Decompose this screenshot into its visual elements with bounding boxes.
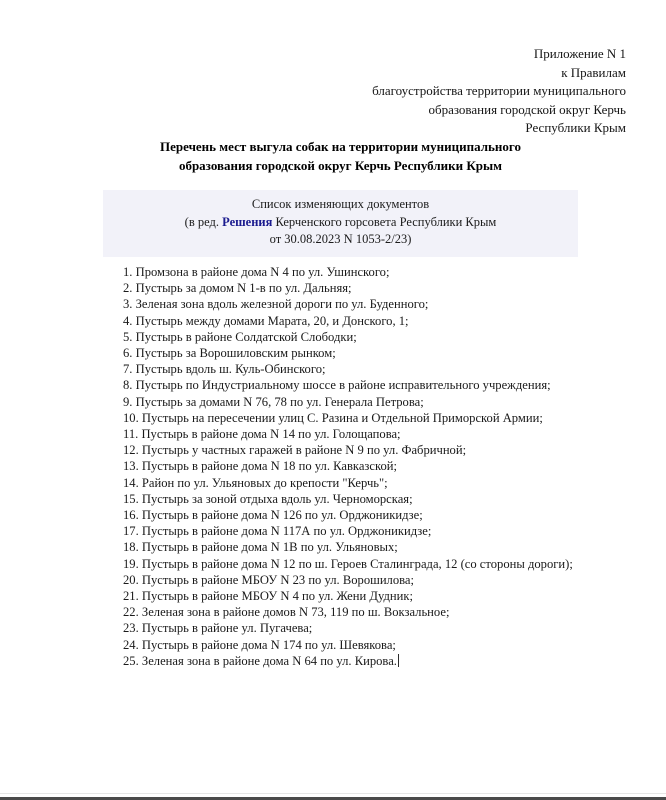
item-text: Зеленая зона в районе дома N 64 по ул. Кирова. [141,653,397,668]
list-item [123,523,633,539]
item-text: Пустырь в районе дома N 126 по ул. Орджоникидзе; [141,508,423,523]
item-number: 18. [123,540,139,555]
amendment-reference-line [103,214,578,232]
list-item [123,394,633,410]
list-item [123,296,633,312]
item-text: Пустырь за Ворошиловским рынком; [135,346,336,361]
item-text: Пустырь в районе дома N 12 по ш. Героев Сталинграда, 12 (со стороны дороги); [141,556,573,571]
list-item [123,588,633,604]
item-number: 12. [123,443,139,458]
item-text: Пустырь в районе МБОУ N 4 по ул. Жени Дудник; [141,589,413,604]
list-item [123,361,633,377]
item-number: 2. [123,281,133,296]
item-text: Пустырь на пересечении улиц С. Разина и Отдельной Приморской Армии; [141,410,543,425]
amendment-notice-box [103,190,578,257]
header-line-1: Приложение N 1 [533,46,626,61]
list-item [123,426,633,442]
list-item [123,556,633,572]
item-text: Пустырь в районе дома N 1В по ул. Ульяновых; [141,540,398,555]
list-item [123,345,633,361]
item-number: 6. [123,346,133,361]
item-number: 16. [123,508,139,523]
amendment-date-line: от 30.08.2023 N 1053-2/23) [269,232,412,246]
header-line-3: благоустройства территории муниципального [372,83,626,98]
item-number: 4. [123,313,133,328]
item-number: 1. [123,265,133,279]
appendix-header [196,45,626,138]
list-item [123,507,633,523]
list-item [123,313,633,329]
list-item [123,653,633,669]
list-item [123,491,633,507]
item-text: Пустырь в районе ул. Пугачева; [141,621,313,636]
item-text: Пустырь в районе дома N 174 по ул. Шевякова; [141,637,396,652]
item-number: 23. [123,621,139,636]
bottom-divider-faint [0,793,666,794]
item-text: Пустырь по Индустриальному шоссе в районе исправительного учреждения; [135,378,551,393]
item-text: Пустырь за домами N 76, 78 по ул. Генерала Петрова; [135,394,424,409]
list-item [123,604,633,620]
item-number: 14. [123,475,139,490]
item-number: 13. [123,459,139,474]
title-line-2: образования городской округ Керчь Республики Крым [178,157,503,173]
item-number: 17. [123,524,139,539]
item-number: 15. [123,491,139,506]
item-number: 24. [123,637,139,652]
item-text: Пустырь в районе дома N 14 по ул. Голощапова; [141,427,401,442]
item-text: Пустырь в районе Солдатской Слободки; [135,329,357,344]
item-text: Пустырь за домом N 1-в по ул. Дальняя; [135,281,352,296]
item-number: 8. [123,378,133,393]
places-list [123,264,633,669]
list-item [123,458,633,474]
amendment-prefix: (в ред. [184,214,223,229]
list-item [123,572,633,588]
item-number: 3. [123,297,133,312]
item-text: Пустырь за зоной отдыха вдоль ул. Черноморская; [141,491,413,506]
item-number: 19. [123,556,139,571]
list-item [123,329,633,345]
title-line-1: Перечень мест выгула собак на территории муниципального [160,139,521,154]
item-number: 20. [123,572,139,587]
list-item [123,620,633,636]
item-text: Пустырь у частных гаражей в районе N 9 по ул. Фабричной; [141,443,467,458]
amendment-decision-link[interactable]: Решения [222,214,273,229]
header-line-4: образования городской округ Керчь [428,101,626,117]
list-item [123,377,633,393]
item-text: Пустырь между домами Марата, 20, и Донского, 1; [135,313,409,328]
item-text: Пустырь вдоль ш. Куль-Обинского; [135,362,326,377]
item-text: Пустырь в районе дома N 117А по ул. Орджоникидзе; [141,524,432,539]
item-text: Зеленая зона в районе домов N 73, 119 по ш. Вокзальное; [141,605,450,620]
list-item [123,539,633,555]
page-title [103,138,578,175]
item-number: 9. [123,394,133,409]
item-number: 21. [123,589,139,604]
header-line-5: Республики Крым [525,120,626,135]
item-text: Пустырь в районе МБОУ N 23 по ул. Ворошилова; [141,572,415,587]
list-item [123,410,633,426]
item-text: Зеленая зона вдоль железной дороги по ул. Буденного; [135,297,429,312]
item-number: 11. [123,427,139,442]
item-number: 25. [123,653,139,668]
item-text: Пустырь в районе дома N 18 по ул. Кавказской; [141,459,397,474]
list-item [123,442,633,458]
item-number: 7. [123,362,133,377]
list-item [123,264,633,280]
item-text: Промзона в районе дома N 4 по ул. Ушинского; [135,265,390,279]
list-item [123,637,633,653]
item-number: 10. [123,410,139,425]
list-item [123,280,633,296]
amendment-heading: Список изменяющих документов [251,197,430,211]
text-cursor [398,654,399,667]
header-line-2: к Правилам [561,64,626,80]
amendment-suffix: Керченского горсовета Республики Крым [272,214,497,229]
item-number: 22. [123,605,139,620]
list-item [123,475,633,491]
item-number: 5. [123,329,133,344]
item-text: Район по ул. Ульяновых до крепости "Керчь"; [141,475,388,490]
